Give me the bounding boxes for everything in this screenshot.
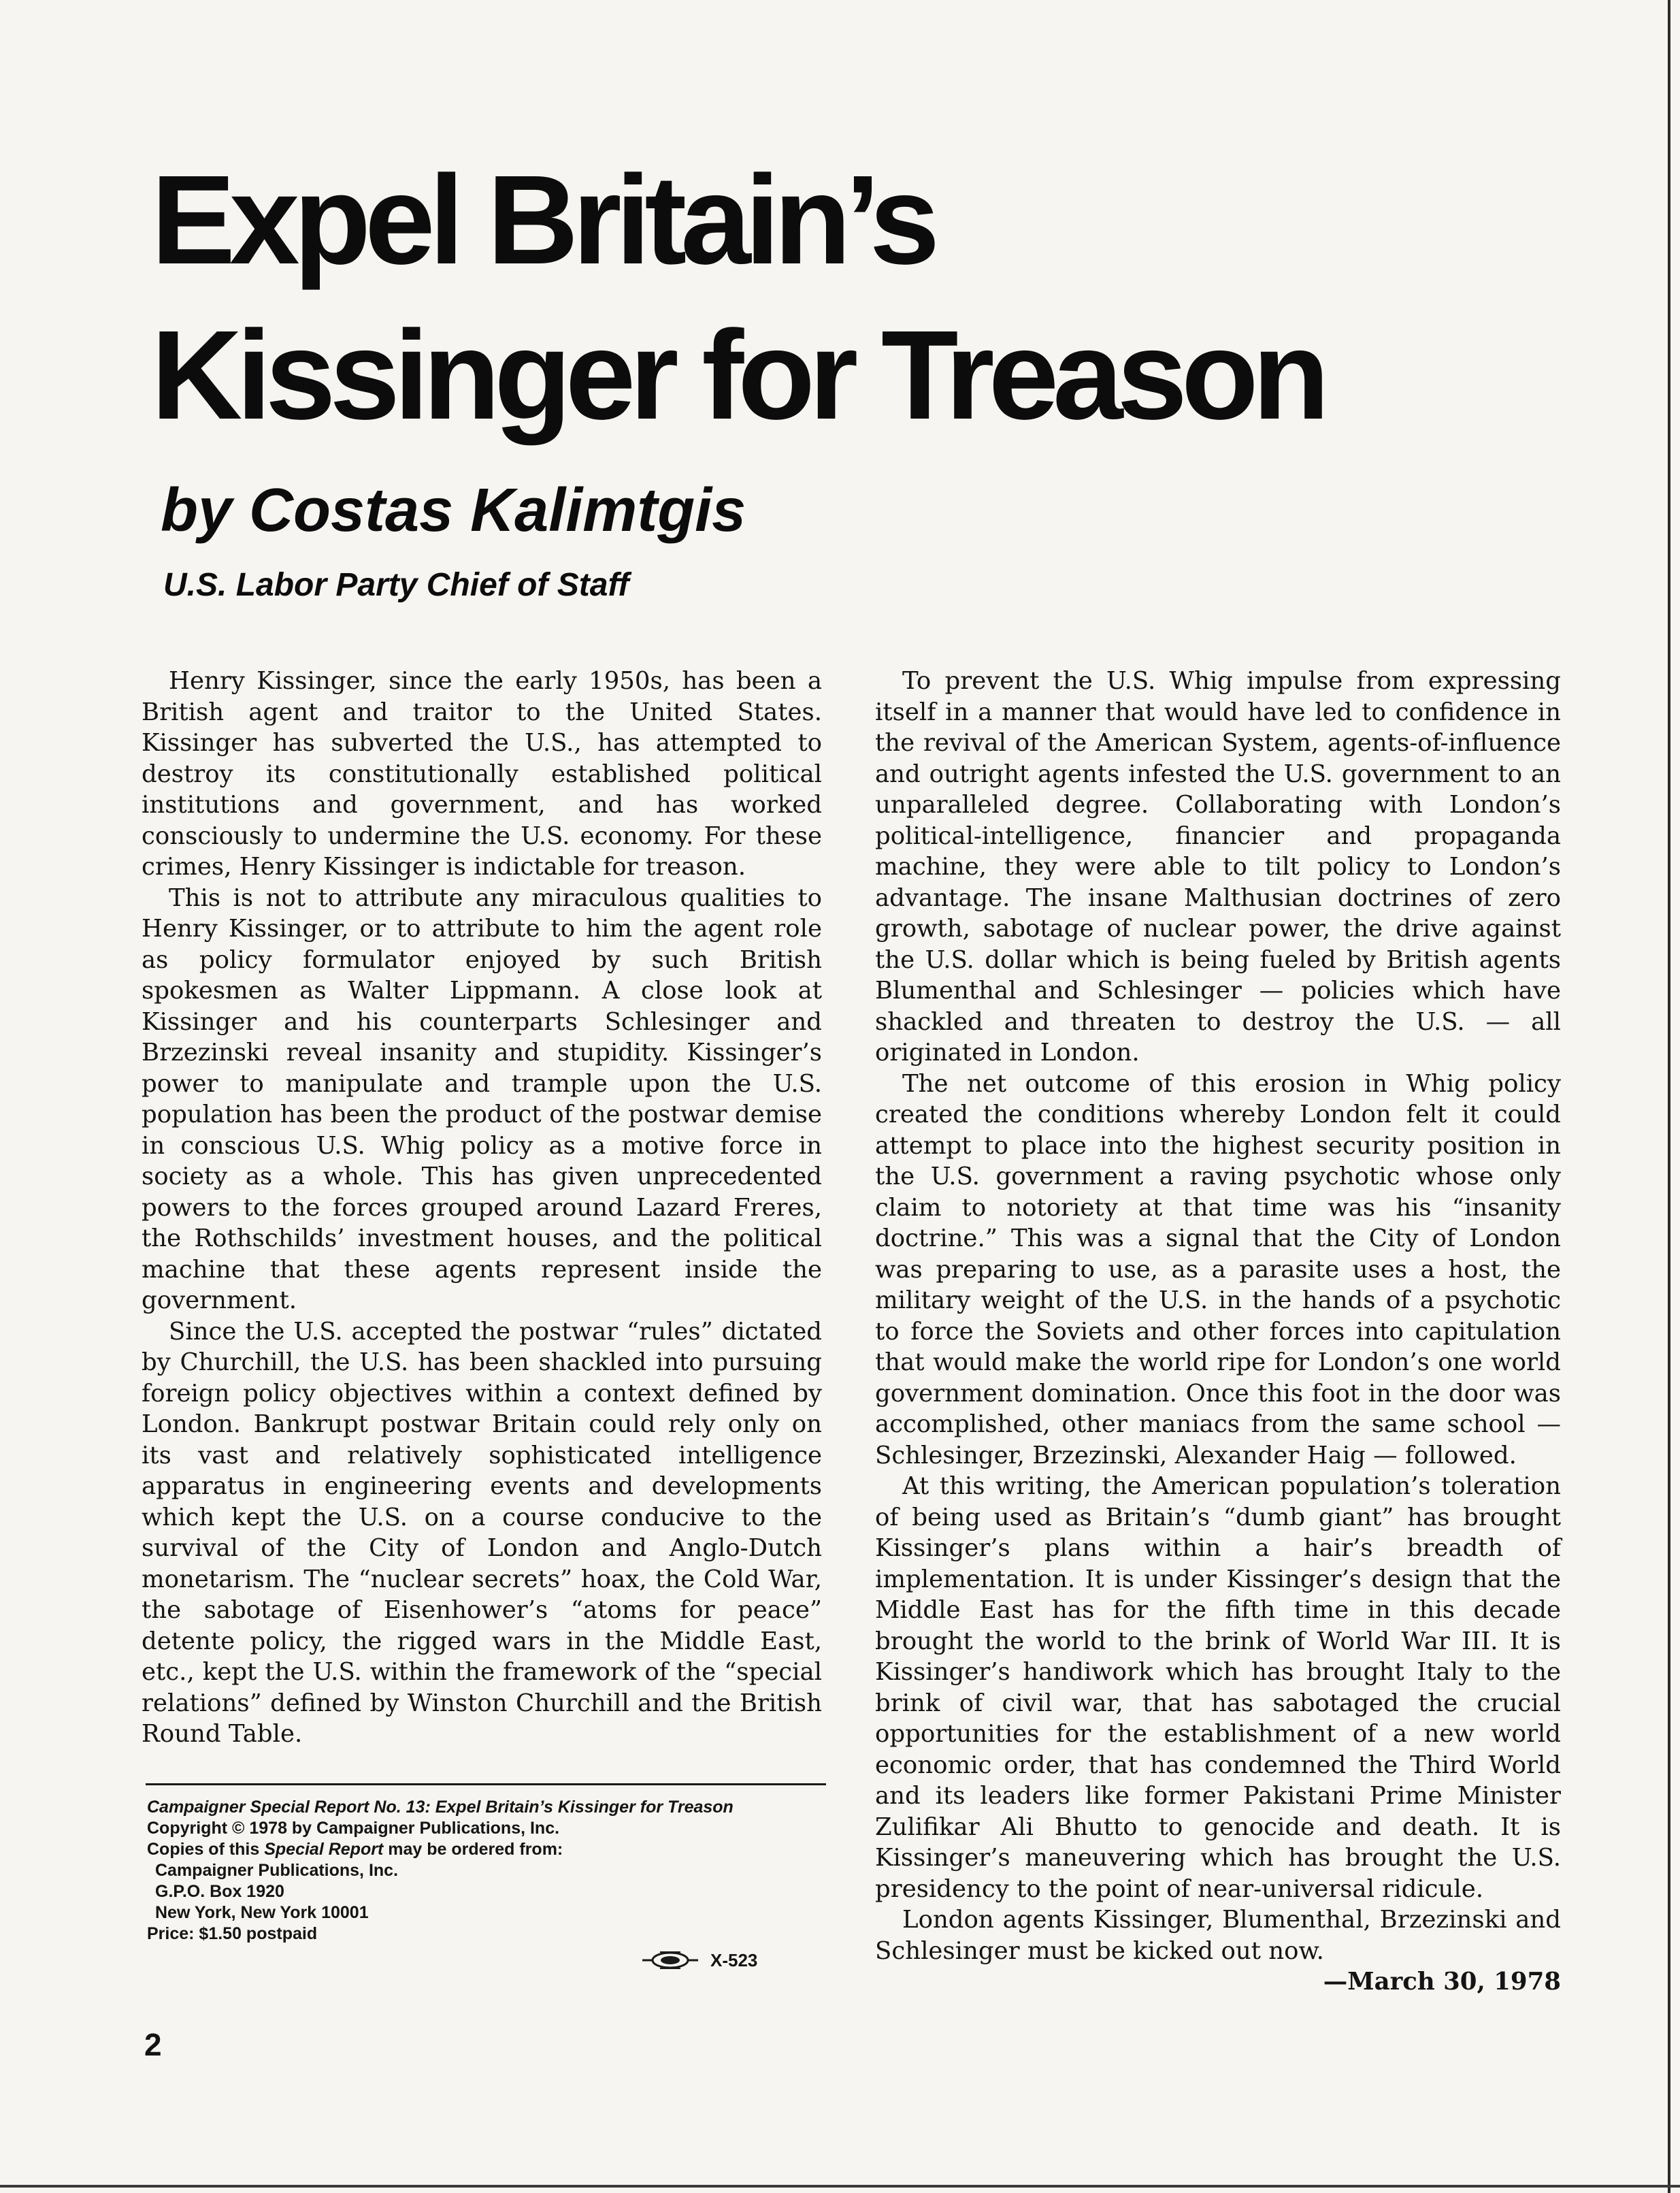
paragraph: To prevent the U.S. Whig impulse from expressing itself in a manner that would have led to confidence in the revival of the American System, agents-of-influence and outright agents infested the U.S. government to an unparalleled degree. Collaborating with London’s political-intelligence, financier and propaganda machine, they were able to tilt policy to London’s advantage. The insane Malthusian doctrines of zero growth, sabotage of nuclear power, the drive against the U.S. dollar which is being fueled by British agents Blumenthal and Schlesinger — policies which have shackled and threaten to destroy the U.S. — all originated in London. [875, 667, 1561, 1067]
order-suffix: may be ordered from: [383, 1840, 563, 1859]
credits-divider [146, 1783, 826, 1785]
dateline: —March 30, 1978 [1323, 1968, 1561, 1996]
page-number: 2 [144, 2027, 162, 2062]
article-title [151, 143, 1444, 453]
page-edge [1668, 0, 1670, 2193]
paragraph: London agents Kissinger, Blumenthal, Brzezinski and Schlesinger must be kicked out now. [875, 1906, 1561, 1965]
union-logo-row [640, 1947, 817, 1974]
publication-code: X-523 [710, 1949, 758, 1970]
paragraph: Henry Kissinger, since the early 1950s, has been a British agent and traitor to the United States. Kissinger has subverted the U.S., has attempted to destroy its constitutionally established political institutions and government, and has worked consciously to undermine the U.S. economy. For these crimes, Henry Kissinger is indictable for treason. [142, 667, 822, 881]
order-prefix: Copies of this [147, 1840, 265, 1859]
paragraph: The net outcome of this erosion in Whig policy created the conditions whereby London felt it could attempt to place into the highest security position in the U.S. government a raving psychotic whose only claim to notoriety at that time was his “insanity doctrine.” This was a signal that the City of London was preparing to use, as a parasite uses a host, the military weight of the U.S. in the hands of a psychotic to force the Soviets and other forces into capitulation that would make the world ripe for London’s one world government domination. Once this foot in the door was accomplished, other maniacs from the same school — Schlesinger, Brzezinski, Alexander Haig — followed. [875, 1069, 1561, 1469]
union-bug-icon [640, 1950, 701, 1970]
paragraph: Since the U.S. accepted the postwar “rules” dictated by Churchill, the U.S. has been shackled into pursuing foreign policy objectives within a context defined by London. Bankrupt postwar Britain could rely only on its vast and relatively sophisticated intelligence apparatus in engineering events and developments which kept the U.S. on a course conducive to the survival of the City of London and Anglo-Dutch monetarism. The “nuclear secrets” hoax, the Cold War, the sabotage of Eisenhower’s “atoms for peace” detente policy, the rigged wars in the Middle East, etc., kept the U.S. within the framework of the “special relations” defined by Winston Churchill and the British Round Table. [142, 1317, 822, 1748]
order-italic: Special Report [264, 1840, 384, 1859]
publication-credits [147, 1797, 827, 1945]
byline: by Costas Kalimtgis [161, 476, 746, 545]
author-role: U.S. Labor Party Chief of Staff [163, 567, 629, 603]
address-line: New York, New York 10001 [155, 1903, 369, 1922]
report-title: Campaigner Special Report No. 13: Expel Britain’s Kissinger for Treason [147, 1798, 734, 1817]
title-line-2: Kissinger for Treason [151, 305, 1324, 446]
address-line: Campaigner Publications, Inc. [155, 1861, 399, 1880]
paragraph: This is not to attribute any miraculous qualities to Henry Kissinger, or to attribute to him the agent role as policy formulator enjoyed by such British spokesmen as Walter Lippmann. A close look at Kissinger and his counterparts Schlesinger and Brzezinski reveal insanity and stupidity. Kissinger’s power to manipulate and trample upon the U.S. population has been the product of the postwar demise in conscious U.S. Whig policy as a motive force in society as a whole. This has given unprecedented powers to the forces grouped around Lazard Freres, the Rothschilds’ investment houses, and the political machine that these agents represent inside the government. [142, 883, 822, 1314]
address-line: G.P.O. Box 1920 [155, 1882, 284, 1901]
order-info [147, 1839, 827, 1860]
left-column [142, 666, 822, 1750]
copyright: Copyright © 1978 by Campaigner Publications, Inc. [147, 1819, 560, 1838]
title-line-1: Expel Britain’s [151, 150, 934, 291]
price: Price: $1.50 postpaid [147, 1924, 318, 1943]
page-bottom-edge [0, 2185, 1680, 2188]
paragraph: At this writing, the American population’s toleration of being used as Britain’s “dumb giant” has brought Kissinger’s plans within a hair’s breadth of implementation. It is under Kissinger’s design that the Middle East has for the fifth time in this decade brought the world to the brink of World War III. It is Kissinger’s handiwork which has brought Italy to the brink of civil war, that has sabotaged the crucial opportunities for the establishment of a new world economic order, that has condemned the Third World and its leaders like former Pakistani Prime Minister Zulifikar Ali Bhutto to genocide and death. It is Kissinger’s maneuvering which has brought the U.S. presidency to the point of near-universal ridicule. [875, 1472, 1561, 1903]
right-column [875, 666, 1561, 1998]
